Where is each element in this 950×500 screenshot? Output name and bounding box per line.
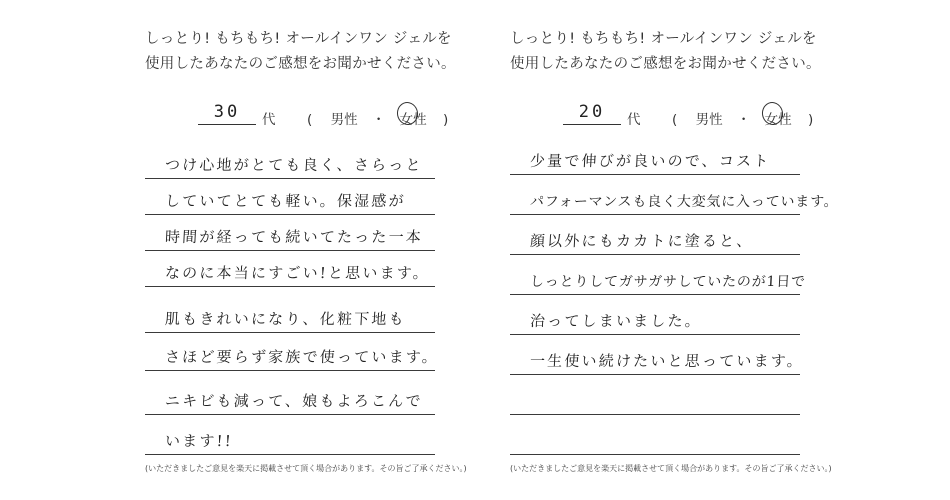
comment-line[interactable] [510,418,800,455]
card-header-line1: しっとり! もちもち! オールインワン ジェルを [510,31,817,47]
comment-line[interactable] [510,178,839,215]
age-unit-label: 代 [262,112,276,128]
gender-option-female[interactable] [765,108,792,128]
gender-selector [672,108,813,128]
gender-option-female-label: 女性 [764,112,792,128]
card-header-line1: しっとり! もちもち! オールインワン ジェルを [145,31,452,47]
comment-line[interactable] [145,334,440,371]
comment-line[interactable] [510,138,800,175]
gender-separator: ・ [371,112,386,128]
survey-card-right [510,0,839,500]
age-field[interactable] [563,100,621,125]
survey-card-left [145,0,467,500]
age-unit-label: 代 [627,112,641,128]
card-header-line2: 使用したあなたのご感想をお聞かせください。 [145,56,456,72]
gender-option-male[interactable]: 男性 [695,112,723,128]
paren-open: ( [672,112,678,128]
handwritten-text: さほど要らず家族で使っています。 [164,348,440,366]
gender-selector [307,108,448,128]
paren-close: ) [807,112,814,128]
age-value: 30 [213,102,241,122]
handwritten-text: しっとりしてガサガサしていたのが1日で [529,274,807,290]
comment-line[interactable] [145,418,435,455]
comment-line[interactable] [145,250,435,287]
card-header-line2: 使用したあなたのご感想をお聞かせください。 [510,56,821,72]
handwritten-text: なのに本当にすごい!と思います。 [164,264,431,282]
gender-option-male[interactable]: 男性 [330,112,358,128]
handwritten-text: 時間が経っても続いてたった一本 [164,228,424,246]
comment-line[interactable] [510,338,805,375]
gender-separator: ・ [736,112,751,128]
comment-line[interactable] [510,258,807,295]
gender-option-female[interactable] [400,108,427,128]
disclaimer-footnote: (いただきましたご意見を楽天に掲載させて頂く場合があります。その旨ご了承ください。) [510,464,832,473]
paren-close: ) [442,112,449,128]
comment-line[interactable] [145,296,435,333]
comment-line[interactable] [145,378,435,415]
paren-open: ( [307,112,313,128]
comment-line[interactable] [510,378,800,415]
handwritten-text: 肌もきれいになり、化粧下地も [164,310,407,328]
age-gender-row [510,100,814,130]
handwritten-text: 少量で伸びが良いので、コスト [529,152,771,170]
age-gender-row [145,100,449,130]
handwritten-text: 顔以外にもカカトに塗ると、 [529,232,755,250]
handwritten-text: 治ってしまいました。 [529,312,703,330]
age-value: 20 [578,102,606,122]
gender-option-female-label: 女性 [399,112,427,128]
comment-line[interactable] [145,214,435,251]
comment-line[interactable] [145,142,435,179]
handwritten-text: います!! [164,432,234,450]
disclaimer-footnote: (いただきましたご意見を楽天に掲載させて頂く場合があります。その旨ご了承ください。) [145,464,467,473]
comment-line[interactable] [510,218,800,255]
handwritten-text: していてとても軽い。保湿感が [164,192,407,210]
age-field[interactable] [198,100,256,125]
handwritten-text: ニキビも減って、娘もよろこんで [164,392,424,410]
comment-line[interactable] [145,178,435,215]
handwritten-text: 一生使い続けたいと思っています。 [529,352,805,370]
comment-line[interactable] [510,298,800,335]
handwritten-text: つけ心地がとても良く、さらっと [164,156,424,174]
handwritten-text: パフォーマンスも良く大変気に入っています。 [529,194,839,210]
